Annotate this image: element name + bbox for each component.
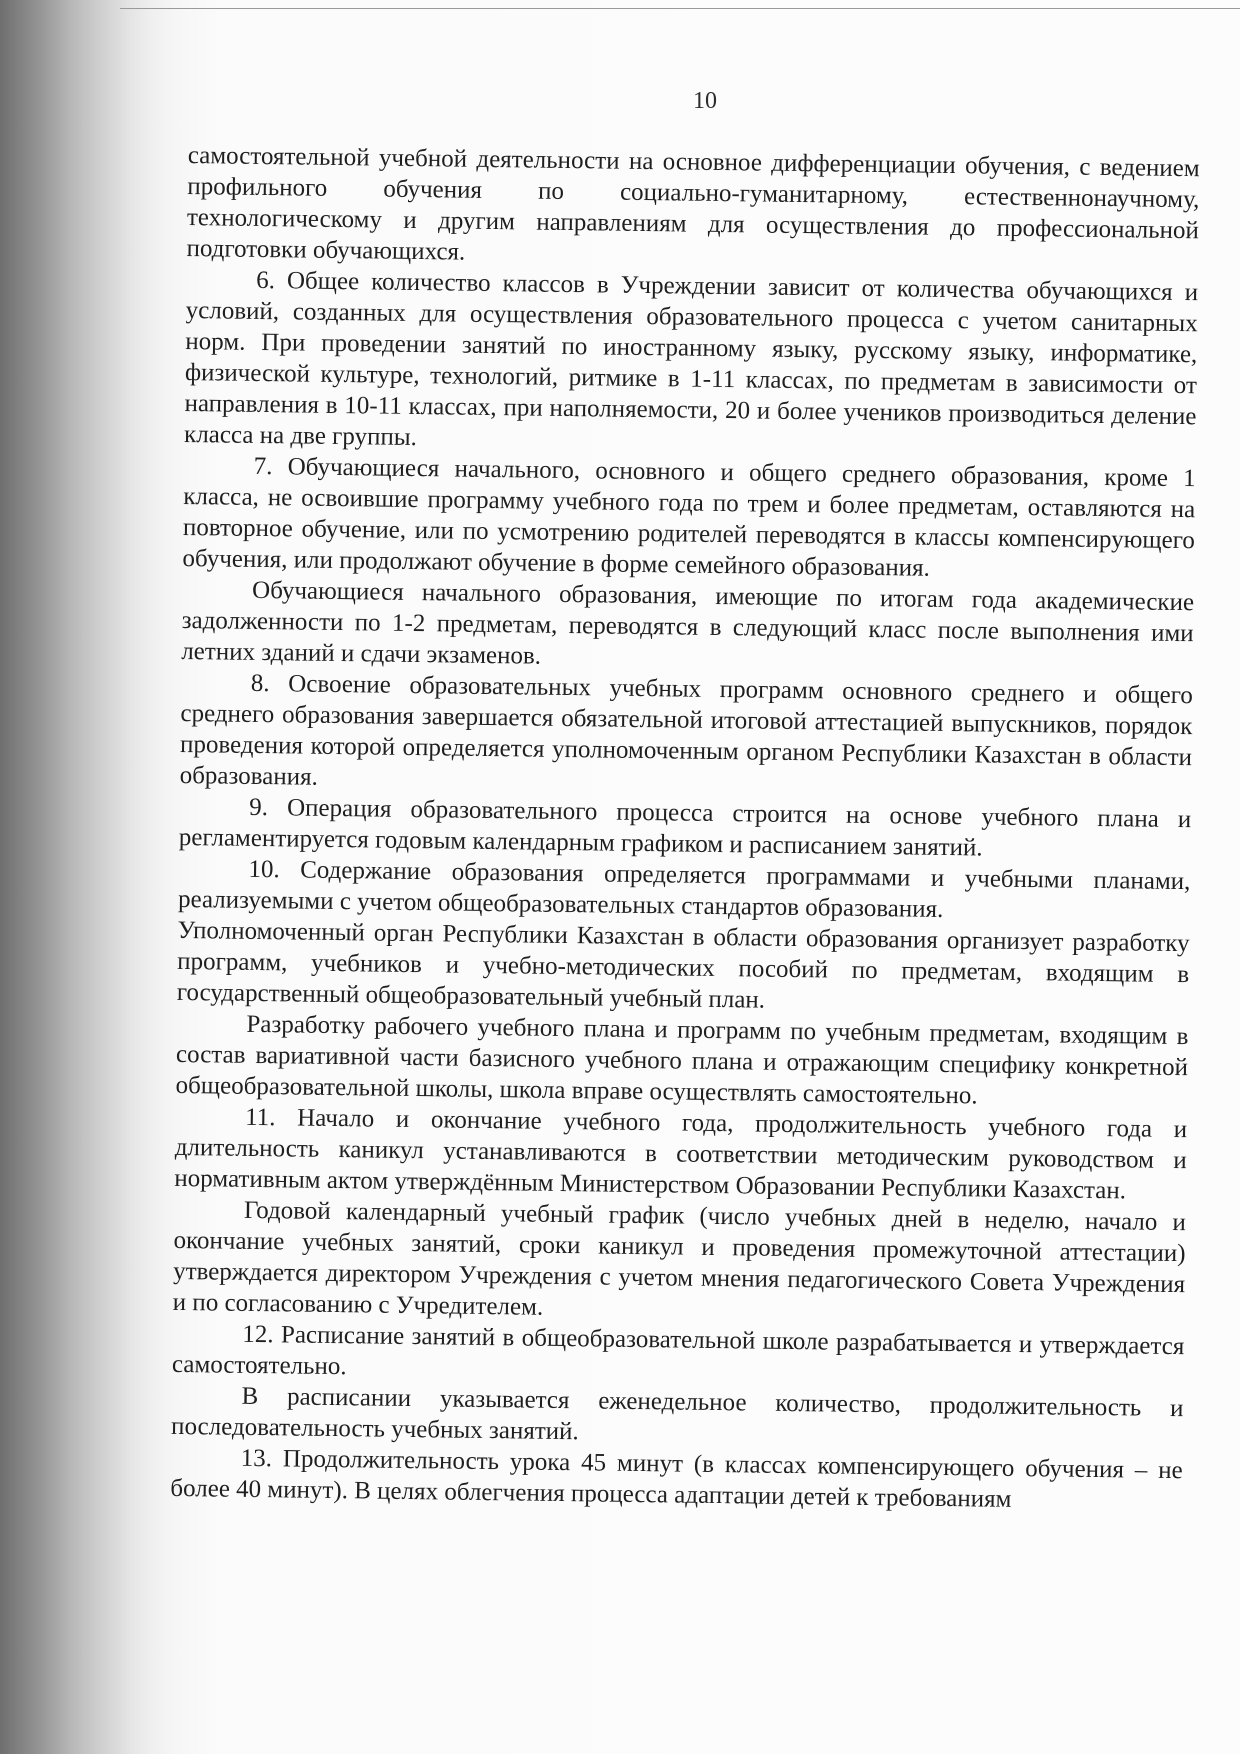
paragraph: 10. Содержание образования определяется программами и учебными планами, реализуемыми с учетом общеобразовательных стандартов образования. — [177, 855, 1191, 923]
paragraph: 13. Продолжительность урока 45 минут (в классах компенсирующего обучения – не более 40 минут). В целях облегчения процесса адаптации детей к требованиям — [170, 1444, 1183, 1513]
paragraph: 12. Расписание занятий в общеобразовательной школе разрабатывается и утверждается самостоятельно. — [171, 1320, 1185, 1381]
body-text — [170, 140, 1200, 1517]
scan-edge-shadow — [0, 0, 150, 1754]
paragraph: Разработку рабочего учебного плана и программ по учебным предметам, входящим в состав вариативной части базисного учебного плана и отражающим специфику конкретной общеобразовательной школы, школа вправе осуществлять самостоятельно. — [175, 1010, 1189, 1110]
paragraph: Уполномоченный орган Республики Казахстан в области образования организует разработку программ, учебников и учебно-методических пособий по предметам, входящим в государственный общеобразовательный учебный план. — [176, 916, 1190, 1014]
paragraph: самостоятельной учебной деятельности на основное дифференциации обучения, с ведением профильного обучения по социально-гуманитарному, естественнонаучному, технологическому и другим направлениям для осуществления до профессиональной подготовки обучающихся. — [186, 141, 1200, 266]
scan-top-line — [120, 8, 1240, 9]
paragraph: 8. Освоение образовательных учебных программ основного среднего и общего среднего образования завершается обязательной итоговой аттестацией выпускников, порядок проведения которой определяется уполномоченным органом Республики Казахстан в области образования. — [179, 669, 1193, 791]
paragraph: 9. Операция образовательного процесса строится на основе учебного плана и регламентируется годовым календарным графиком и расписанием занятий. — [178, 793, 1192, 862]
paragraph: Обучающиеся начального образования, имеющие по итогам года академические задолженности по 1-2 предметам, переводятся в следующий класс после выполнения ими летних зданий и сдачи экзаменов. — [181, 576, 1195, 670]
page-number: 10 — [693, 88, 717, 114]
paragraph: В расписании указывается еженедельное количество, продолжительность и последовательность учебных занятий. — [170, 1382, 1184, 1446]
paragraph: 11. Начало и окончание учебного года, продолжительность учебного года и длительность каникул устанавливаются в соответствии методическим руководством и нормативным актом утверждённым Министерством Образовании Республики Казахстан. — [174, 1103, 1188, 1205]
paragraph: Годовой календарный учебный график (число учебных дней в неделю, начало и окончание учебных занятий, сроки каникул и проведения промежуточной аттестации) утверждается директором Учреждения с учетом мнения педагогического Совета Учреждения и по согласованию с Учредителем. — [172, 1196, 1187, 1321]
paragraph: 7. Обучающиеся начального, основного и общего среднего образования, кроме 1 класса, не освоившие программу учебного года по трем и более предметам, оставляются на повторное обучение, или по усмотрению родителей переводятся в классы компенсирующего обучения, или продолжают обучение в форме семейного образования. — [182, 452, 1196, 582]
paragraph: 6. Общее количество классов в Учреждении зависит от количества обучающихся и условий, созданных для осуществления образовательного процесса с учетом санитарных норм. При проведении занятий по иностранному языку, русскому языку, информатике, физической культуре, технологий, ритмике в 1-11 классах, по предметам в зависимости от направления в 10-11 классах, при наполняемости, 20 и более учеников производиться деление класса на две группы. — [183, 266, 1199, 452]
